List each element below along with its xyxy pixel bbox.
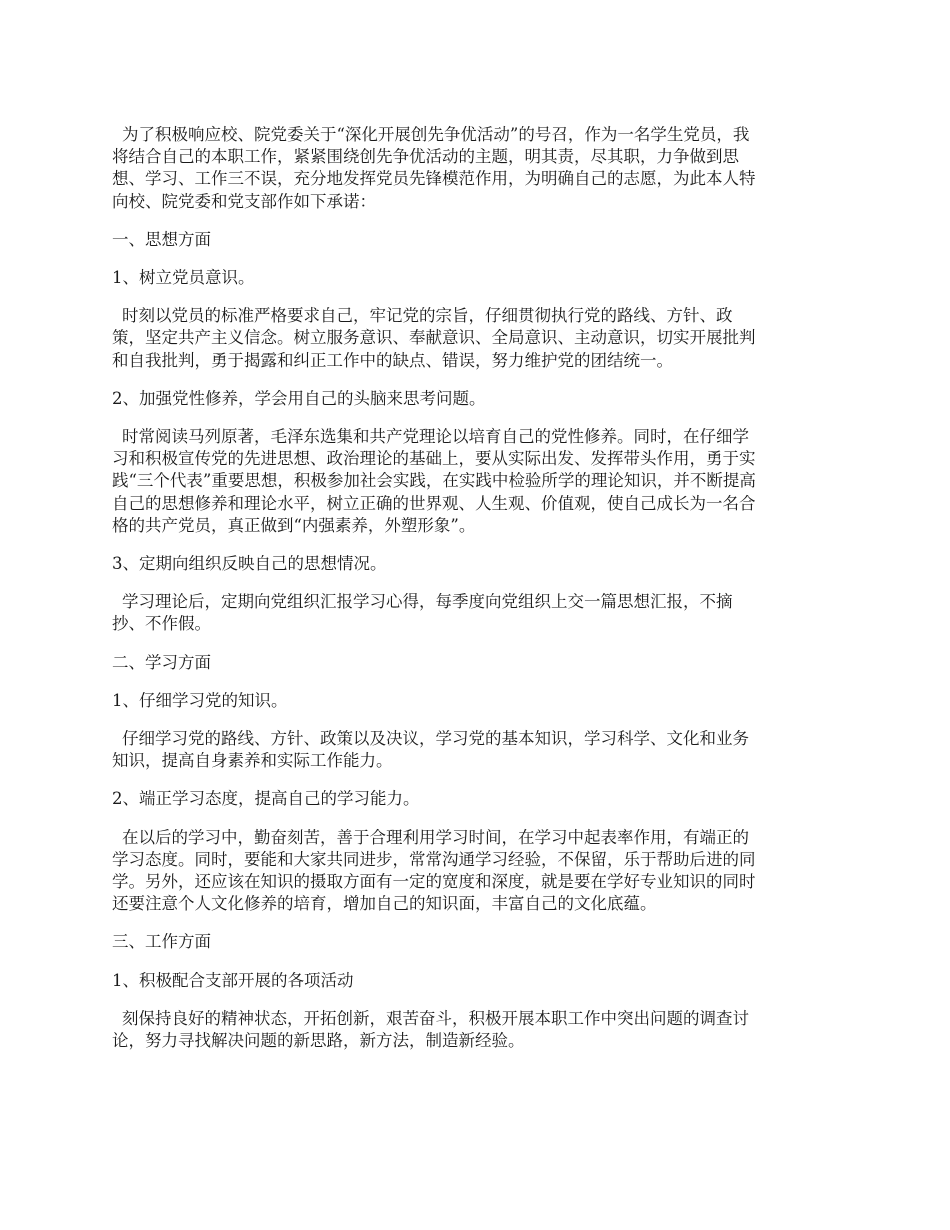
text-line: 策，坚定共产主义信念。树立服务意识、奉献意识、全局意识、主动意识，切实开展批判 bbox=[112, 328, 756, 348]
text-line: 时常阅读马列原著，毛泽东选集和共产党理论以培育自己的党性修养。同时，在仔细学 bbox=[122, 427, 749, 447]
text-line: 格的共产党员，真正做到“内强素养，外塑形象”。 bbox=[112, 515, 476, 535]
document-page bbox=[112, 124, 840, 1068]
text-line: 仔细学习党的路线、方针、政策以及决议，学习党的基本知识，学习科学、文化和业务 bbox=[122, 729, 749, 749]
text-line: 践“三个代表”重要思想，积极参加社会实践，在实践中检验所学的理论知识，并不断提高 bbox=[112, 471, 756, 491]
text-line: 自己的思想修养和理论水平，树立正确的世界观、人生观、价值观，使自己成长为一名合 bbox=[112, 493, 756, 513]
text-line: 刻保持良好的精神状态，开拓创新，艰苦奋斗，积极开展本职工作中突出问题的调查讨 bbox=[122, 1008, 749, 1028]
text-line: 学习态度。同时，要能和大家共同进步，常常沟通学习经验，不保留，乐于帮助后进的同 bbox=[112, 849, 756, 869]
text-line: 在以后的学习中，勤奋刻苦，善于合理利用学习时间，在学习中起表率作用，有端正的 bbox=[122, 827, 749, 847]
text-line: 习和积极宣传党的先进思想、政治理论的基础上，要从实际出发、发挥带头作用，勇于实 bbox=[112, 449, 756, 469]
item-heading: 3、定期向组织反映自己的思想情况。 bbox=[112, 554, 387, 574]
body-paragraph bbox=[112, 827, 840, 916]
item-heading: 2、端正学习态度，提高自己的学习能力。 bbox=[112, 789, 420, 809]
body-paragraph bbox=[112, 1008, 840, 1052]
body-paragraph bbox=[112, 426, 840, 537]
text-line: 为了积极响应校、院党委关于“深化开展创先争优活动”的号召，作为一名学生党员，我 bbox=[122, 125, 750, 144]
text-line: 论，努力寻找解决问题的新思路，新方法，制造新经验。 bbox=[112, 1031, 525, 1051]
item-heading: 2、加强党性修养，学会用自己的头脑来思考问题。 bbox=[112, 388, 486, 408]
section-heading: 三、工作方面 bbox=[112, 932, 211, 952]
text-line: 想、学习、工作三不误，充分地发挥党员先锋模范作用，为明确自己的志愿，为此本人特 bbox=[112, 169, 756, 189]
item-heading: 1、积极配合支部开展的各项活动 bbox=[112, 970, 354, 990]
text-line: 知识，提高自身素养和实际工作能力。 bbox=[112, 751, 393, 771]
intro-paragraph bbox=[112, 124, 840, 213]
text-line: 向校、院党委和党支部作如下承诺： bbox=[112, 191, 376, 211]
text-line: 抄、不作假。 bbox=[112, 614, 211, 634]
section-heading: 二、学习方面 bbox=[112, 652, 211, 672]
item-heading: 1、仔细学习党的知识。 bbox=[112, 690, 288, 710]
section-heading: 一、思想方面 bbox=[112, 229, 211, 249]
text-line: 将结合自己的本职工作，紧紧围绕创先争优活动的主题，明其责，尽其职，力争做到思 bbox=[112, 147, 739, 167]
text-line: 时刻以党员的标准严格要求自己，牢记党的宗旨，仔细贯彻执行党的路线、方针、政 bbox=[122, 306, 733, 326]
text-line: 还要注意个人文化修养的培育，增加自己的知识面，丰富自己的文化底蕴。 bbox=[112, 894, 657, 914]
item-heading: 1、树立党员意识。 bbox=[112, 268, 255, 288]
text-line: 和自我批判，勇于揭露和纠正工作中的缺点、错误，努力维护党的团结统一。 bbox=[112, 350, 673, 370]
text-line: 学。另外，还应该在知识的摄取方面有一定的宽度和深度，就是要在学好专业知识的同时 bbox=[112, 872, 756, 892]
text-line: 学习理论后，定期向党组织汇报学习心得，每季度向党组织上交一篇思想汇报，不摘 bbox=[122, 592, 733, 612]
body-paragraph bbox=[112, 728, 840, 772]
body-paragraph bbox=[112, 305, 840, 372]
body-paragraph bbox=[112, 591, 840, 635]
